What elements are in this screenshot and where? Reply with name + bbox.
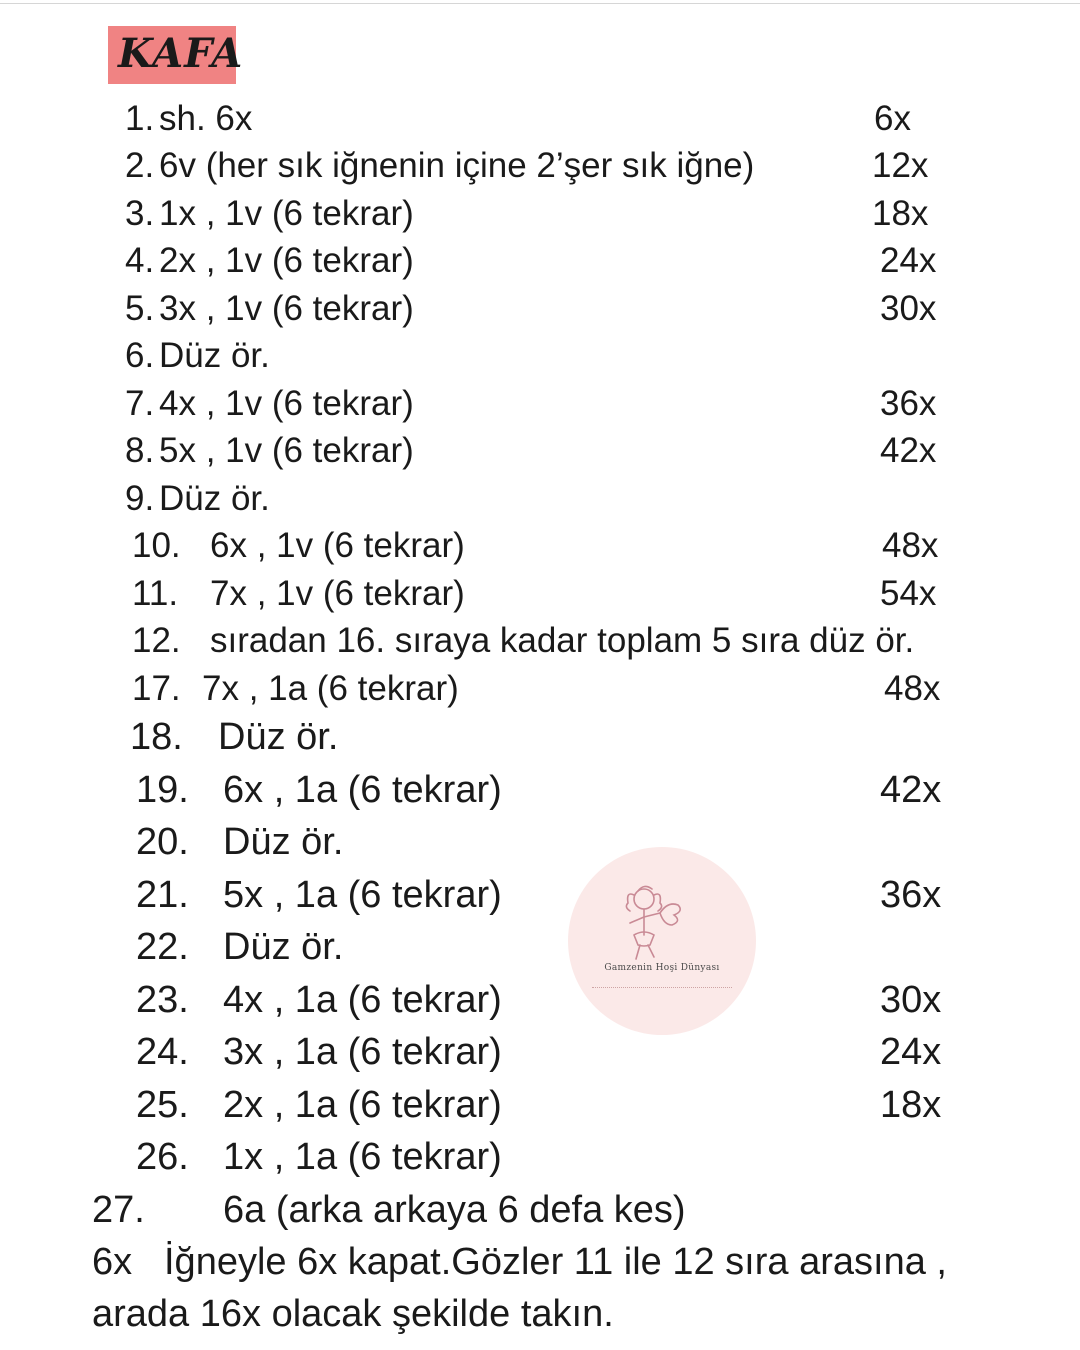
row-number: 1.	[125, 99, 155, 138]
row-number: 10.	[132, 526, 181, 565]
row-number: 3.	[125, 194, 155, 233]
row-stitch-count: 36x	[880, 384, 937, 423]
row-number: 20.	[136, 821, 189, 863]
row-instruction: sh. 6x	[159, 99, 253, 138]
row-number: 22.	[136, 926, 189, 968]
row-stitch-count: 30x	[880, 289, 937, 328]
row-instruction: Düz ör.	[218, 716, 339, 758]
row-number: 18.	[130, 716, 183, 758]
watermark-name: Gamzenin Hoşi Dünyası	[604, 963, 720, 973]
watermark-underline	[592, 987, 732, 991]
row-number: 23.	[136, 979, 189, 1021]
row-instruction: 1x , 1v (6 tekrar)	[159, 194, 414, 233]
row-instruction: Düz ör.	[223, 926, 344, 968]
row-stitch-count: 54x	[880, 574, 937, 613]
row-instruction: 4x , 1v (6 tekrar)	[159, 384, 414, 423]
row-stitch-count: 24x	[880, 241, 937, 280]
footer-note-line-1: İğneyle 6x kapat.Gözler 11 ile 12 sıra arasına ,	[164, 1241, 947, 1283]
row-instruction: 3x , 1a (6 tekrar)	[223, 1031, 502, 1073]
row-number: 25.	[136, 1084, 189, 1126]
row-stitch-count: 42x	[880, 431, 937, 470]
row-instruction: 6x , 1a (6 tekrar)	[223, 769, 502, 811]
watermark-logo	[568, 847, 756, 1035]
row-number: 21.	[136, 874, 189, 916]
row-instruction: 7x , 1a (6 tekrar)	[202, 669, 459, 708]
row-instruction: sıradan 16. sıraya kadar toplam 5 sıra düz ör.	[210, 621, 915, 660]
row-number: 17.	[132, 669, 181, 708]
row-instruction: 4x , 1a (6 tekrar)	[223, 979, 502, 1021]
row-stitch-count: 12x	[872, 146, 929, 185]
row-number: 26.	[136, 1136, 189, 1178]
row-number: 24.	[136, 1031, 189, 1073]
footer-note-line-2: arada 16x olacak şekilde takın.	[92, 1293, 614, 1335]
row-stitch-count: 48x	[884, 669, 941, 708]
row-number: 5.	[125, 289, 155, 328]
row-stitch-count: 48x	[882, 526, 939, 565]
row-number: 11.	[132, 574, 179, 613]
page-title: KAFA	[118, 30, 244, 77]
row-stitch-count: 6x	[874, 99, 911, 138]
row-instruction: Düz ör.	[223, 821, 344, 863]
top-divider	[0, 3, 1080, 4]
row-stitch-count: 30x	[880, 979, 942, 1021]
footer-prefix: 6x	[92, 1241, 133, 1283]
row-number: 9.	[125, 479, 155, 518]
row-instruction: Düz ör.	[159, 336, 270, 375]
row-number: 7.	[125, 384, 155, 423]
row-number: 12.	[132, 621, 181, 660]
row-instruction: 6x , 1v (6 tekrar)	[210, 526, 465, 565]
row-number: 19.	[136, 769, 189, 811]
row-number: 27.	[92, 1189, 145, 1231]
row-instruction: 6a (arka arkaya 6 defa kes)	[223, 1189, 686, 1231]
row-instruction: 2x , 1v (6 tekrar)	[159, 241, 414, 280]
row-instruction: 6v (her sık iğnenin içine 2’şer sık iğne)	[159, 146, 755, 185]
row-stitch-count: 18x	[872, 194, 929, 233]
girl-with-butterfly-icon	[568, 847, 756, 1035]
row-stitch-count: 18x	[880, 1084, 942, 1126]
row-instruction: Düz ör.	[159, 479, 270, 518]
row-instruction: 3x , 1v (6 tekrar)	[159, 289, 414, 328]
row-number: 8.	[125, 431, 155, 470]
row-number: 2.	[125, 146, 155, 185]
row-instruction: 5x , 1a (6 tekrar)	[223, 874, 502, 916]
row-stitch-count: 42x	[880, 769, 942, 811]
row-instruction: 7x , 1v (6 tekrar)	[210, 574, 465, 613]
row-instruction: 5x , 1v (6 tekrar)	[159, 431, 414, 470]
row-stitch-count: 36x	[880, 874, 942, 916]
row-number: 4.	[125, 241, 155, 280]
row-number: 6.	[125, 336, 155, 375]
row-instruction: 2x , 1a (6 tekrar)	[223, 1084, 502, 1126]
row-stitch-count: 24x	[880, 1031, 942, 1073]
row-instruction: 1x , 1a (6 tekrar)	[223, 1136, 502, 1178]
